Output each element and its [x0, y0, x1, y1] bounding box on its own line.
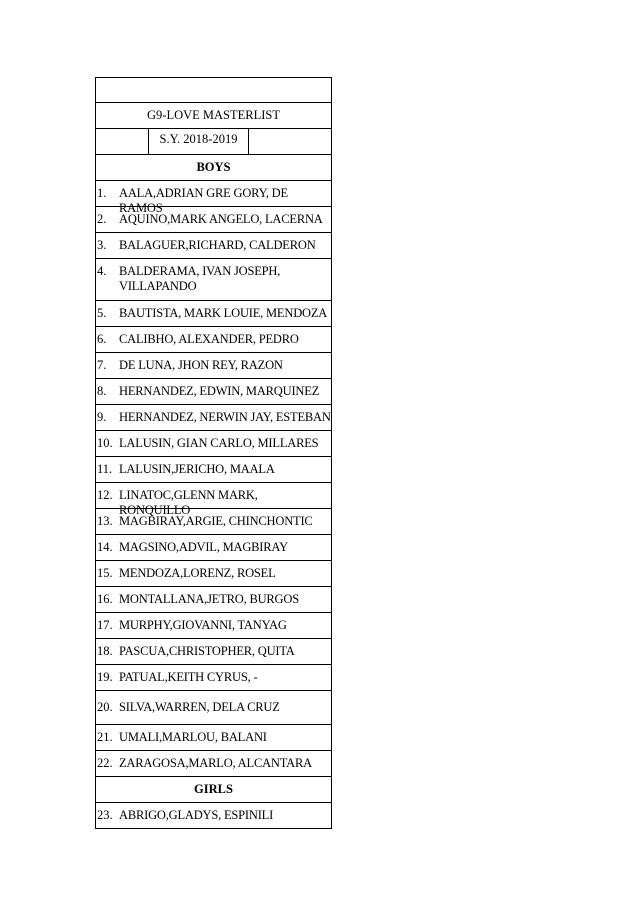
- item-number: 4.: [97, 264, 107, 278]
- student-name: PATUAL,KEITH CYRUS, -: [119, 670, 258, 684]
- list-item: [96, 724, 331, 750]
- list-item: [96, 482, 331, 517]
- student-name: ZARAGOSA,MARLO, ALCANTARA: [119, 756, 312, 770]
- list-item: [96, 326, 331, 352]
- student-name: MAGSINO,ADVIL, MAGBIRAY: [119, 540, 288, 554]
- student-name: AALA,ADRIAN GRE GORY, DE RAMOS: [119, 186, 288, 215]
- student-name: LALUSIN, GIAN CARLO, MILLARES: [119, 436, 319, 450]
- student-name: LINATOC,GLENN MARK, RONQUILLO: [119, 488, 258, 517]
- item-number: 16.: [97, 592, 113, 606]
- list-item: [96, 430, 331, 456]
- student-name: HERNANDEZ, EDWIN, MARQUINEZ: [119, 384, 320, 398]
- item-number: 21.: [97, 730, 113, 744]
- list-item: [96, 638, 331, 664]
- masterlist-table: [95, 77, 332, 829]
- item-number: 3.: [97, 238, 107, 252]
- student-name: HERNANDEZ, NERWIN JAY, ESTEBAN: [119, 410, 331, 424]
- list-item: [96, 206, 331, 232]
- school-year: S.Y. 2018-2019: [148, 128, 249, 155]
- item-number: 8.: [97, 384, 107, 398]
- section-header-girls: GIRLS: [96, 776, 331, 802]
- list-item: [96, 300, 331, 326]
- item-number: 14.: [97, 540, 113, 554]
- student-name: ABRIGO,GLADYS, ESPINILI: [119, 808, 274, 822]
- school-year-row: [96, 128, 331, 154]
- student-name: MURPHY,GIOVANNI, TANYAG: [119, 618, 287, 632]
- masterlist-title: G9-LOVE MASTERLIST: [96, 102, 331, 128]
- student-name: BALDERAMA, IVAN JOSEPH, VILLAPANDO: [119, 264, 281, 293]
- student-name: PASCUA,CHRISTOPHER, QUITA: [119, 644, 295, 658]
- list-item: [96, 352, 331, 378]
- student-name: MENDOZA,LORENZ, ROSEL: [119, 566, 276, 580]
- list-item: [96, 456, 331, 482]
- item-number: 2.: [97, 212, 107, 226]
- student-name: MAGBIRAY,ARGIE, CHINCHONTIC: [119, 514, 313, 528]
- item-number: 15.: [97, 566, 113, 580]
- list-item: [96, 232, 331, 258]
- section-header-boys: BOYS: [96, 154, 331, 180]
- list-item: [96, 612, 331, 638]
- student-name: DE LUNA, JHON REY, RAZON: [119, 358, 283, 372]
- item-number: 6.: [97, 332, 107, 346]
- list-item: [96, 690, 331, 724]
- list-item: [96, 586, 331, 612]
- item-number: 13.: [97, 514, 113, 528]
- item-number: 1.: [97, 186, 107, 200]
- item-number: 22.: [97, 756, 113, 770]
- student-name: LALUSIN,JERICHO, MAALA: [119, 462, 275, 476]
- list-item: [96, 404, 331, 430]
- item-number: 11.: [97, 462, 113, 476]
- student-name: MONTALLANA,JETRO, BURGOS: [119, 592, 299, 606]
- list-item: [96, 534, 331, 560]
- list-item: [96, 258, 331, 300]
- item-number: 7.: [97, 358, 107, 372]
- list-item: [96, 802, 331, 828]
- item-number: 12.: [97, 488, 113, 502]
- student-name: AQUINO,MARK ANGELO, LACERNA: [119, 212, 323, 226]
- student-name: BAUTISTA, MARK LOUIE, MENDOZA: [119, 306, 328, 320]
- list-item: [96, 378, 331, 404]
- item-number: 17.: [97, 618, 113, 632]
- student-name: UMALI,MARLOU, BALANI: [119, 730, 267, 744]
- list-item: [96, 664, 331, 690]
- student-name: BALAGUER,RICHARD, CALDERON: [119, 238, 316, 252]
- item-number: 23.: [97, 808, 113, 822]
- list-item: [96, 750, 331, 776]
- item-number: 18.: [97, 644, 113, 658]
- list-item: [96, 180, 331, 215]
- item-number: 19.: [97, 670, 113, 684]
- item-number: 5.: [97, 306, 107, 320]
- item-number: 9.: [97, 410, 107, 424]
- item-number: 10.: [97, 436, 113, 450]
- student-name: SILVA,WARREN, DELA CRUZ: [119, 700, 280, 714]
- blank-row: [96, 78, 331, 102]
- item-number: 20.: [97, 700, 113, 714]
- list-item: [96, 508, 331, 534]
- student-name: CALIBHO, ALEXANDER, PEDRO: [119, 332, 299, 346]
- list-item: [96, 560, 331, 586]
